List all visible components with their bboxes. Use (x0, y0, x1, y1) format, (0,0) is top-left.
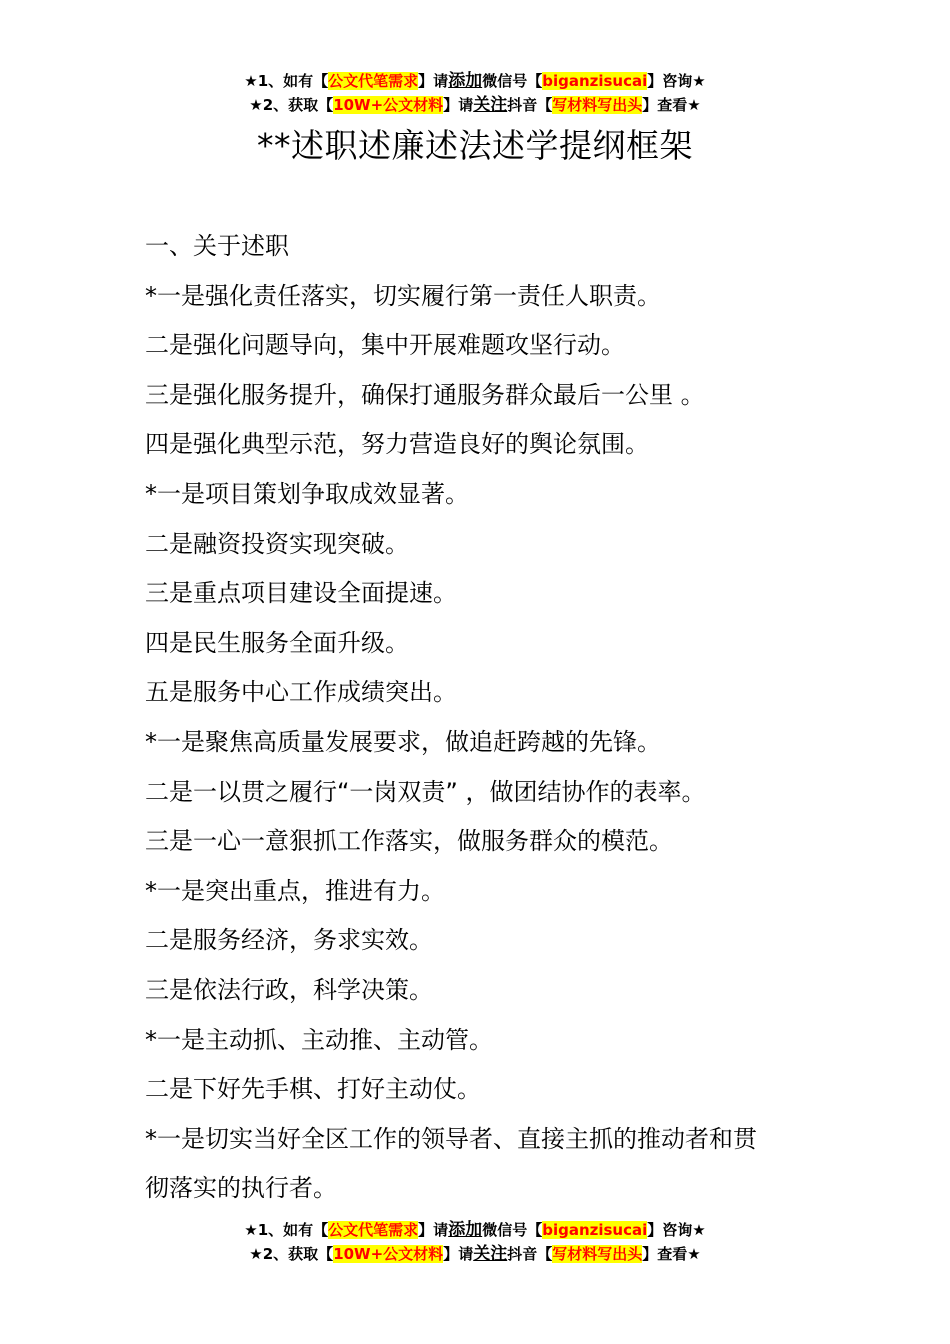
promo-text: 】请 (418, 72, 449, 90)
body-line: 二是下好先手棋、打好主动仗。 (145, 1075, 481, 1104)
body-line: *一是强化责任落实，切实履行第一责任人职责。 (145, 281, 661, 310)
promo-line-2 (0, 1243, 950, 1267)
document-title: **述职述廉述法述学提纲框架 (257, 126, 693, 165)
body-line: *一是项目策划争取成效显著。 (145, 479, 469, 508)
body-line: *一是聚焦高质量发展要求，做追赶跨越的先锋。 (145, 727, 661, 756)
promo-line-1 (0, 1219, 950, 1243)
body-line: 二是融资投资实现突破。 (145, 529, 409, 558)
body-line: 三是强化服务提升，确保打通服务群众最后一公里 。 (145, 380, 705, 409)
body-line: 四是民生服务全面升级。 (145, 628, 409, 657)
body-line: 三是重点项目建设全面提速。 (145, 579, 457, 608)
promo-wechat-id: biganzisucai (542, 1221, 648, 1239)
promo-text: 】请 (443, 1245, 474, 1263)
body-line: 二是强化问题导向，集中开展难题攻坚行动。 (145, 331, 625, 360)
promo-header (0, 70, 950, 118)
promo-footer (0, 1219, 950, 1267)
body-line: *一是突出重点，推进有力。 (145, 876, 445, 905)
promo-text: 】查看★ (642, 96, 701, 114)
promo-text: ★2、获取【 (249, 96, 334, 114)
body-line: 二是服务经济，务求实效。 (145, 926, 433, 955)
promo-text: 】查看★ (642, 1245, 701, 1263)
promo-douyin-id: 写材料写出头 (552, 96, 643, 114)
promo-line-2 (0, 94, 950, 118)
body-line: 四是强化典型示范，努力营造良好的舆论氛围。 (145, 430, 649, 459)
promo-highlight: 10W+公文材料 (333, 96, 444, 114)
body-line: 彻落实的执行者。 (145, 1174, 337, 1203)
promo-douyin-id: 写材料写出头 (552, 1245, 643, 1263)
promo-emphasis: 添加 (448, 71, 483, 91)
body-line: 三是一心一意狠抓工作落实，做服务群众的模范。 (145, 827, 673, 856)
promo-text: 】咨询★ (647, 72, 706, 90)
body-line: 三是依法行政，科学决策。 (145, 975, 433, 1004)
promo-emphasis: 关注 (473, 95, 508, 115)
promo-emphasis: 关注 (473, 1244, 508, 1264)
promo-wechat-id: biganzisucai (542, 72, 648, 90)
promo-text: 抖音【 (507, 1245, 553, 1263)
promo-highlight: 10W+公文材料 (333, 1245, 444, 1263)
promo-highlight: 公文代笔需求 (328, 1221, 419, 1239)
promo-emphasis: 添加 (448, 1220, 483, 1240)
section-heading: 一、关于述职 (145, 232, 289, 260)
promo-text: 】请 (443, 96, 474, 114)
body-line: 二是一以贯之履行“一岗双责” ，做团结协作的表率。 (145, 777, 706, 806)
promo-text: 微信号【 (482, 1221, 543, 1239)
promo-text: 】请 (418, 1221, 449, 1239)
body-line: *一是主动抓、主动推、主动管。 (145, 1025, 493, 1054)
promo-text: ★2、获取【 (249, 1245, 334, 1263)
promo-text: ★1、如有【 (244, 72, 329, 90)
body-line: 五是服务中心工作成绩突出。 (145, 678, 457, 707)
promo-line-1 (0, 70, 950, 94)
body-line: *一是切实当好全区工作的领导者、直接主抓的推动者和贯 (145, 1124, 757, 1153)
promo-text: 微信号【 (482, 72, 543, 90)
promo-text: 抖音【 (507, 96, 553, 114)
document-body (145, 222, 805, 1214)
promo-text: ★1、如有【 (244, 1221, 329, 1239)
promo-highlight: 公文代笔需求 (328, 72, 419, 90)
promo-text: 】咨询★ (647, 1221, 706, 1239)
